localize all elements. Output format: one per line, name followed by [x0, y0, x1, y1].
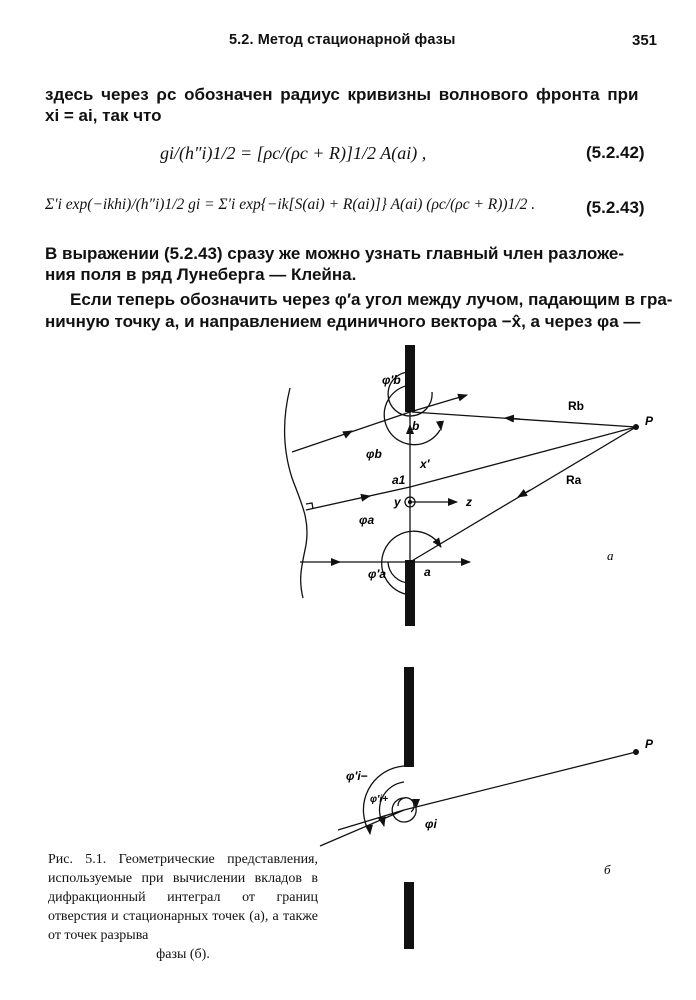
ray-beyond-b — [410, 395, 467, 412]
label-P-bottom: P — [645, 737, 654, 751]
screen-bar-top — [405, 345, 415, 412]
ray-upper-left — [338, 810, 404, 830]
panel-label-b: б — [604, 862, 611, 877]
label-a: a — [424, 565, 431, 579]
screen-bar-b-bottom — [404, 882, 414, 949]
label-b: b — [412, 419, 420, 433]
label-z: z — [466, 495, 472, 509]
label-a1: a1 — [392, 473, 406, 487]
figure-panel-a — [285, 345, 636, 626]
body-line-2: xi = ai, так что — [45, 106, 162, 125]
figure-caption — [48, 850, 318, 964]
ray-to-P-bottom — [404, 752, 636, 810]
para2-line-2: ния поля в ряд Лунеберга — Клейна. — [45, 265, 357, 284]
label-P-top: P — [645, 414, 654, 428]
caption-last-line: фазы (б). — [156, 947, 210, 962]
label-phi-i: φi — [425, 817, 437, 831]
equation-5-2-42: gi/(h″i)1/2 = [ρc/(ρc + R)]1/2 A(ai) , — [160, 143, 427, 163]
label-phi-b: φb — [366, 447, 382, 461]
label-Ra: Ra — [566, 473, 582, 487]
para2-line-1: В выражении (5.2.43) сразу же можно узнать главный член разложе- — [45, 244, 625, 263]
point-P-dot — [633, 424, 639, 430]
point-P-dot-bottom — [633, 749, 639, 755]
label-Rb: Rb — [568, 399, 584, 413]
para3-line-1: Если теперь обозначить через φ′a угол между лучом, падающим в гра- — [70, 290, 673, 309]
caption-text: Рис. 5.1. Геометрические представления, используемые при вычислении вкладов в дифракционный интеграл от границ отверстия и стационарных точек (а), а также от точек разрыва — [48, 852, 318, 943]
label-x-prime: x′ — [420, 457, 430, 471]
label-phi-i-plus: φ′i+ — [370, 794, 389, 805]
ray-lower-left — [320, 810, 404, 846]
screen-bar-b-top — [404, 667, 414, 767]
label-y: y — [394, 495, 401, 509]
label-phi-a-prime: φ′a — [368, 567, 386, 581]
body-line-1: здесь через ρc обозначен радиус кривизны волнового фронта при — [45, 85, 639, 104]
label-phi-i-minus: φ′i− — [346, 769, 368, 783]
screen-bar-bottom — [405, 560, 415, 626]
equation-number-43: (5.2.43) — [586, 198, 645, 217]
page-number: 351 — [632, 32, 658, 49]
equation-number-42: (5.2.42) — [586, 143, 645, 162]
panel-label-a: а — [607, 548, 614, 563]
para3-line-2: ничную точку a, и направлением единичного вектора −x̂, а через φa — — [45, 312, 641, 331]
equation-5-2-43: Σ′i exp(−ikhi)/(h″i)1/2 gi = Σ′i exp{−ik[S(ai) + R(ai)]} A(ai) (ρc/(ρc + R))1/2 . — [45, 196, 536, 213]
label-phi-a: φa — [359, 513, 375, 527]
label-phi-b-prime: φ′b — [382, 373, 401, 387]
figure-panel-b — [320, 667, 636, 949]
wavefront-curve — [285, 388, 307, 598]
ray-Rb — [412, 412, 636, 427]
section-title: 5.2. Метод стационарной фазы — [229, 32, 456, 48]
